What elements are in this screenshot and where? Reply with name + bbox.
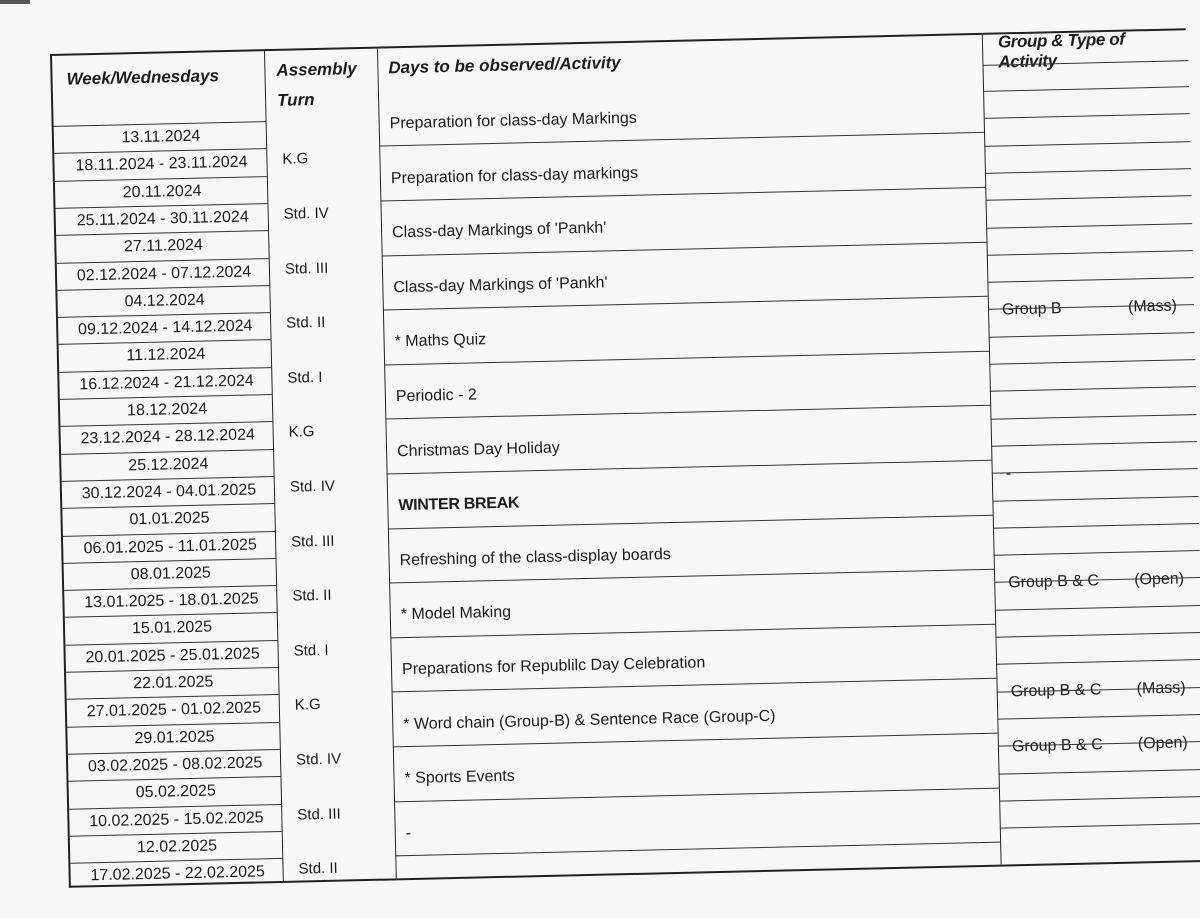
week-cell: 27.01.2025 - 01.02.2025 — [86, 699, 262, 721]
row-divider — [387, 460, 992, 475]
week-cell: 01.01.2025 — [129, 509, 210, 529]
week-cell: 29.01.2025 — [134, 728, 215, 747]
row-divider — [383, 296, 988, 311]
group-cell: Group B — [1001, 300, 1062, 319]
row-divider — [995, 605, 1200, 611]
assembly-turn-cell: Std. IV — [289, 477, 336, 496]
column-divider — [982, 35, 1002, 865]
row-divider — [984, 113, 1190, 119]
row-divider — [987, 277, 1193, 283]
assembly-turn-cell: Std. III — [297, 805, 341, 824]
week-cell: 20.01.2025 - 25.01.2025 — [85, 645, 261, 667]
header-assembly: Assembly — [276, 59, 357, 80]
activity-cell: - — [405, 824, 412, 842]
activity-cell: Refreshing of the class-display boards — [399, 545, 671, 569]
activity-cell: Christmas Day Holiday — [396, 439, 560, 460]
activity-cell: WINTER BREAK — [398, 494, 520, 515]
activity-cell: * Maths Quiz — [394, 331, 487, 351]
assembly-turn-cell: Std. II — [292, 586, 332, 605]
assembly-turn-cell: Std. I — [287, 368, 323, 387]
row-divider — [989, 359, 1195, 365]
row-divider — [393, 733, 998, 748]
week-cell: 10.02.2025 - 15.02.2025 — [89, 808, 264, 830]
activity-cell: Preparation for class-day markings — [390, 164, 639, 187]
row-divider — [999, 768, 1200, 774]
row-divider — [997, 714, 1200, 720]
activity-cell: Class-day Markings of 'Pankh' — [393, 274, 608, 297]
row-divider — [993, 523, 1199, 529]
activity-cell: Preparation for class-day Markings — [389, 109, 638, 133]
week-cell: 23.12.2024 - 28.12.2024 — [80, 426, 256, 448]
week-cell: 17.02.2025 - 22.02.2025 — [90, 863, 265, 885]
group-cell: Group B & C — [1011, 736, 1103, 756]
row-divider — [992, 496, 1198, 502]
assembly-turn-cell: K.G — [294, 696, 321, 714]
group-cell: Group B & C — [1008, 572, 1100, 592]
assembly-turn-cell: K.G — [282, 150, 309, 169]
row-divider — [385, 405, 990, 420]
week-cell: 04.12.2024 — [124, 291, 205, 311]
week-cell: 30.12.2024 - 04.01.2025 — [81, 481, 257, 503]
activity-cell: * Word chain (Group-B) & Sentence Race (Group-C) — [403, 707, 776, 733]
row-divider — [388, 514, 993, 529]
row-divider — [995, 632, 1200, 638]
week-cell: 11.12.2024 — [126, 345, 206, 365]
week-cell: 18.11.2024 - 23.11.2024 — [75, 153, 248, 175]
activity-cell: Preparations for Republilc Day Celebration — [401, 654, 706, 679]
row-divider — [389, 569, 994, 584]
row-divider — [382, 241, 987, 256]
week-cell: 03.02.2025 - 08.02.2025 — [87, 754, 263, 776]
row-divider — [1000, 823, 1200, 829]
assembly-turn-cell: Std. I — [293, 641, 329, 660]
week-cell: 22.01.2025 — [133, 673, 214, 693]
group-cell: Group B & C — [1010, 681, 1102, 701]
week-cell: 15.01.2025 — [131, 618, 213, 638]
week-cell: 27.11.2024 — [123, 236, 204, 256]
activity-cell: * Sports Events — [404, 767, 515, 788]
week-cell: 16.12.2024 - 21.12.2024 — [79, 372, 254, 394]
row-divider — [392, 678, 997, 693]
header-days: Days to be observed/Activity — [388, 53, 621, 78]
week-cell: 25.12.2024 — [128, 455, 209, 474]
assembly-turn-cell: K.G — [288, 423, 315, 441]
header-group: Group & Type of Activity — [997, 29, 1125, 72]
activity-schedule-table — [50, 28, 1200, 888]
row-divider — [991, 441, 1197, 447]
row-divider — [994, 550, 1200, 556]
row-divider — [395, 842, 1000, 857]
week-cell: 08.01.2025 — [130, 564, 212, 584]
row-divider — [990, 386, 1196, 392]
assembly-turn-cell: Std. III — [290, 532, 335, 551]
row-divider — [992, 468, 1198, 474]
row-divider — [987, 250, 1193, 256]
assembly-turn-cell: Std. II — [298, 859, 338, 878]
row-divider — [390, 623, 995, 638]
week-cell: 09.12.2024 - 14.12.2024 — [77, 317, 253, 339]
row-divider — [991, 414, 1197, 420]
row-divider — [380, 187, 985, 202]
row-divider — [985, 168, 1191, 174]
assembly-turn-cell: Std. IV — [295, 750, 342, 769]
week-cell: 02.12.2024 - 07.12.2024 — [76, 262, 252, 284]
scan-edge-mark — [0, 0, 30, 4]
row-divider — [989, 332, 1195, 338]
row-divider — [379, 132, 984, 147]
row-divider — [983, 86, 1189, 92]
assembly-turn-cell: Std. III — [284, 259, 329, 278]
activity-cell: Class-day Markings of 'Pankh' — [391, 219, 607, 242]
row-divider — [986, 195, 1192, 201]
week-cell: 18.12.2024 — [126, 400, 208, 420]
activity-type-cell: (Mass) — [1127, 297, 1178, 316]
activity-type-cell: (Mass) — [1136, 679, 1186, 698]
row-divider — [999, 796, 1200, 802]
activity-type-cell: (Open) — [1137, 734, 1188, 753]
week-cell: 25.11.2024 - 30.11.2024 — [76, 208, 249, 230]
week-cell: 06.01.2025 - 11.01.2025 — [83, 535, 257, 557]
assembly-turn-cell: Std. IV — [283, 204, 329, 223]
week-cell: 13.11.2024 — [121, 127, 201, 147]
header-assembly-turn: Turn — [276, 90, 315, 110]
week-cell: 13.01.2025 - 18.01.2025 — [84, 590, 259, 612]
row-divider — [984, 141, 1190, 147]
group-cell: - — [1005, 465, 1012, 483]
activity-cell: Periodic - 2 — [395, 386, 477, 406]
activity-cell: * Model Making — [400, 604, 512, 624]
week-cell: 12.02.2025 — [136, 837, 218, 857]
activity-type-cell: (Open) — [1134, 570, 1185, 589]
row-divider — [384, 350, 989, 365]
row-divider — [986, 223, 1192, 229]
header-week: Week/Wednesdays — [66, 66, 220, 89]
week-cell: 20.11.2024 — [122, 182, 202, 201]
row-divider — [394, 787, 999, 802]
assembly-turn-cell: Std. II — [285, 313, 326, 332]
row-divider — [996, 659, 1200, 665]
week-cell: 05.02.2025 — [135, 782, 216, 802]
